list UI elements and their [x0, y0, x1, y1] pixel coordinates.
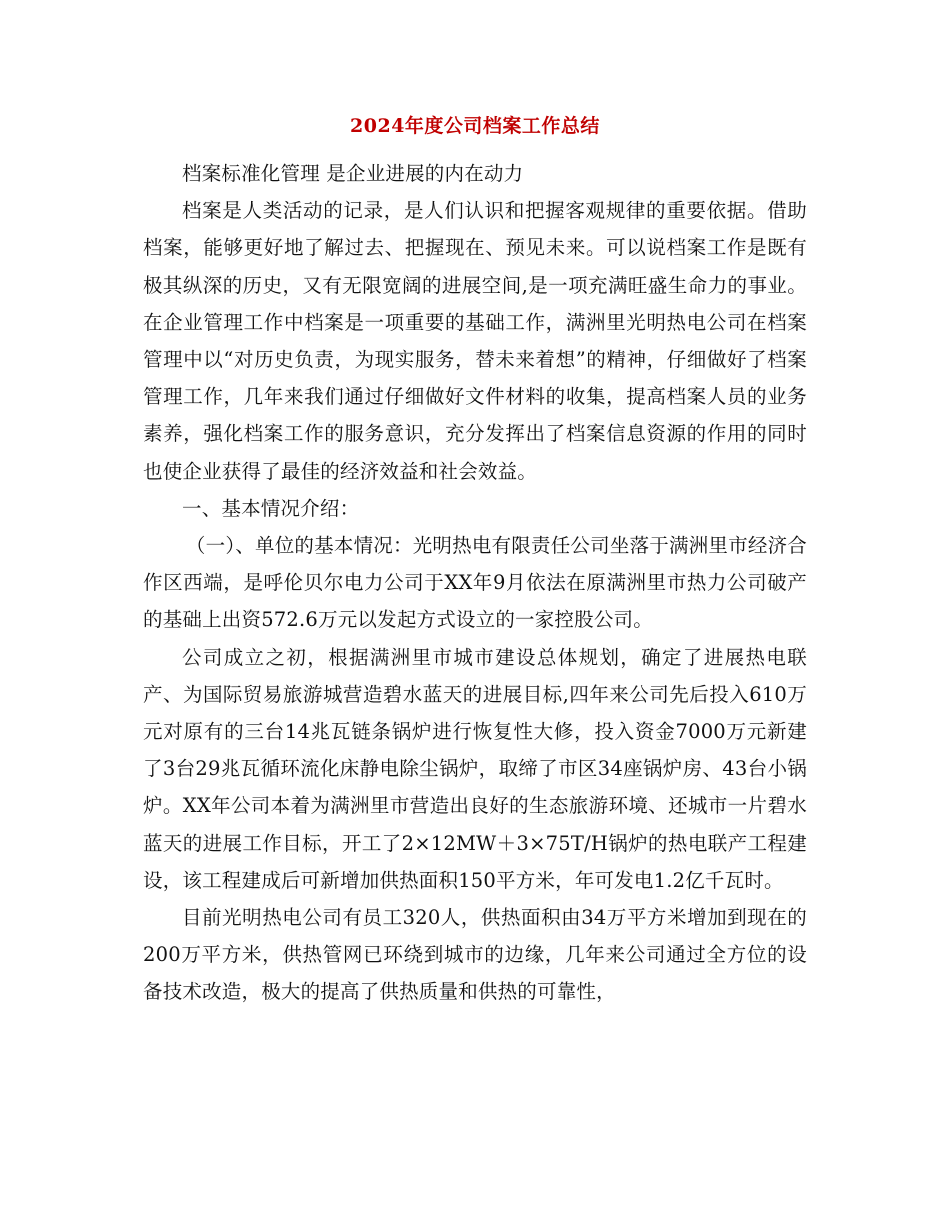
paragraph-current-status: 目前光明热电公司有员工320人，供热面积由34万平方米增加到现在的200万平方米，供热管网已环绕到城市的边缘，几年来公司通过全方位的设备技术改造，极大的提高了供热质量和供热的可靠性， [143, 906, 807, 1004]
document-body [143, 155, 807, 1011]
document-title: 2024年度公司档案工作总结 [350, 115, 600, 137]
paragraph-intro: 档案是人类活动的记录，是人们认识和把握客观规律的重要依据。借助档案，能够更好地了解过去、把握现在、预见未来。可以说档案工作是既有极其纵深的历史，又有无限宽阔的进展空间,是一项充满旺盛生命力的事业。在企业管理工作中档案是一项重要的基础工作，满洲里光明热电公司在档案管理中以“对历史负责，为现实服务，替未来着想”的精神，仔细做好了档案管理工作，几年来我们通过仔细做好文件材料的收集，提高档案人员的业务素养，强化档案工作的服务意识，充分发挥出了档案信息资源的作用的同时也使企业获得了最佳的经济效益和社会效益。 [143, 199, 807, 483]
paragraph-unit-info: （一）、单位的基本情况：光明热电有限责任公司坐落于满洲里市经济合作区西端，是呼伦贝尔电力公司于XX年9月依法在原满洲里市热力公司破产的基础上出资572.6万元以发起方式设立的一家控股公司。 [143, 534, 807, 632]
paragraph-subtitle: 档案标准化管理 是企业进展的内在动力 [182, 162, 524, 185]
section-heading-basic-info: 一、基本情况介绍： [182, 496, 360, 520]
paragraph-company-founding: 公司成立之初，根据满洲里市城市建设总体规划，确定了进展热电联产、为国际贸易旅游城营造碧水蓝天的进展目标,四年来公司先后投入610万元对原有的三台14兆瓦链条锅炉进行恢复性大修，投入资金7000万元新建了3台29兆瓦循环流化床静电除尘锅炉，取缔了市区34座锅炉房、43台小锅炉。XX年公司本着为满洲里市营造出良好的生态旅游环境、还城市一片碧水蓝天的进展工作目标，开工了2×12MW＋3×75T/H锅炉的热电联产工程建设，该工程建成后可新增加供热面积150平方米，年可发电1.2亿千瓦时。 [143, 645, 807, 892]
